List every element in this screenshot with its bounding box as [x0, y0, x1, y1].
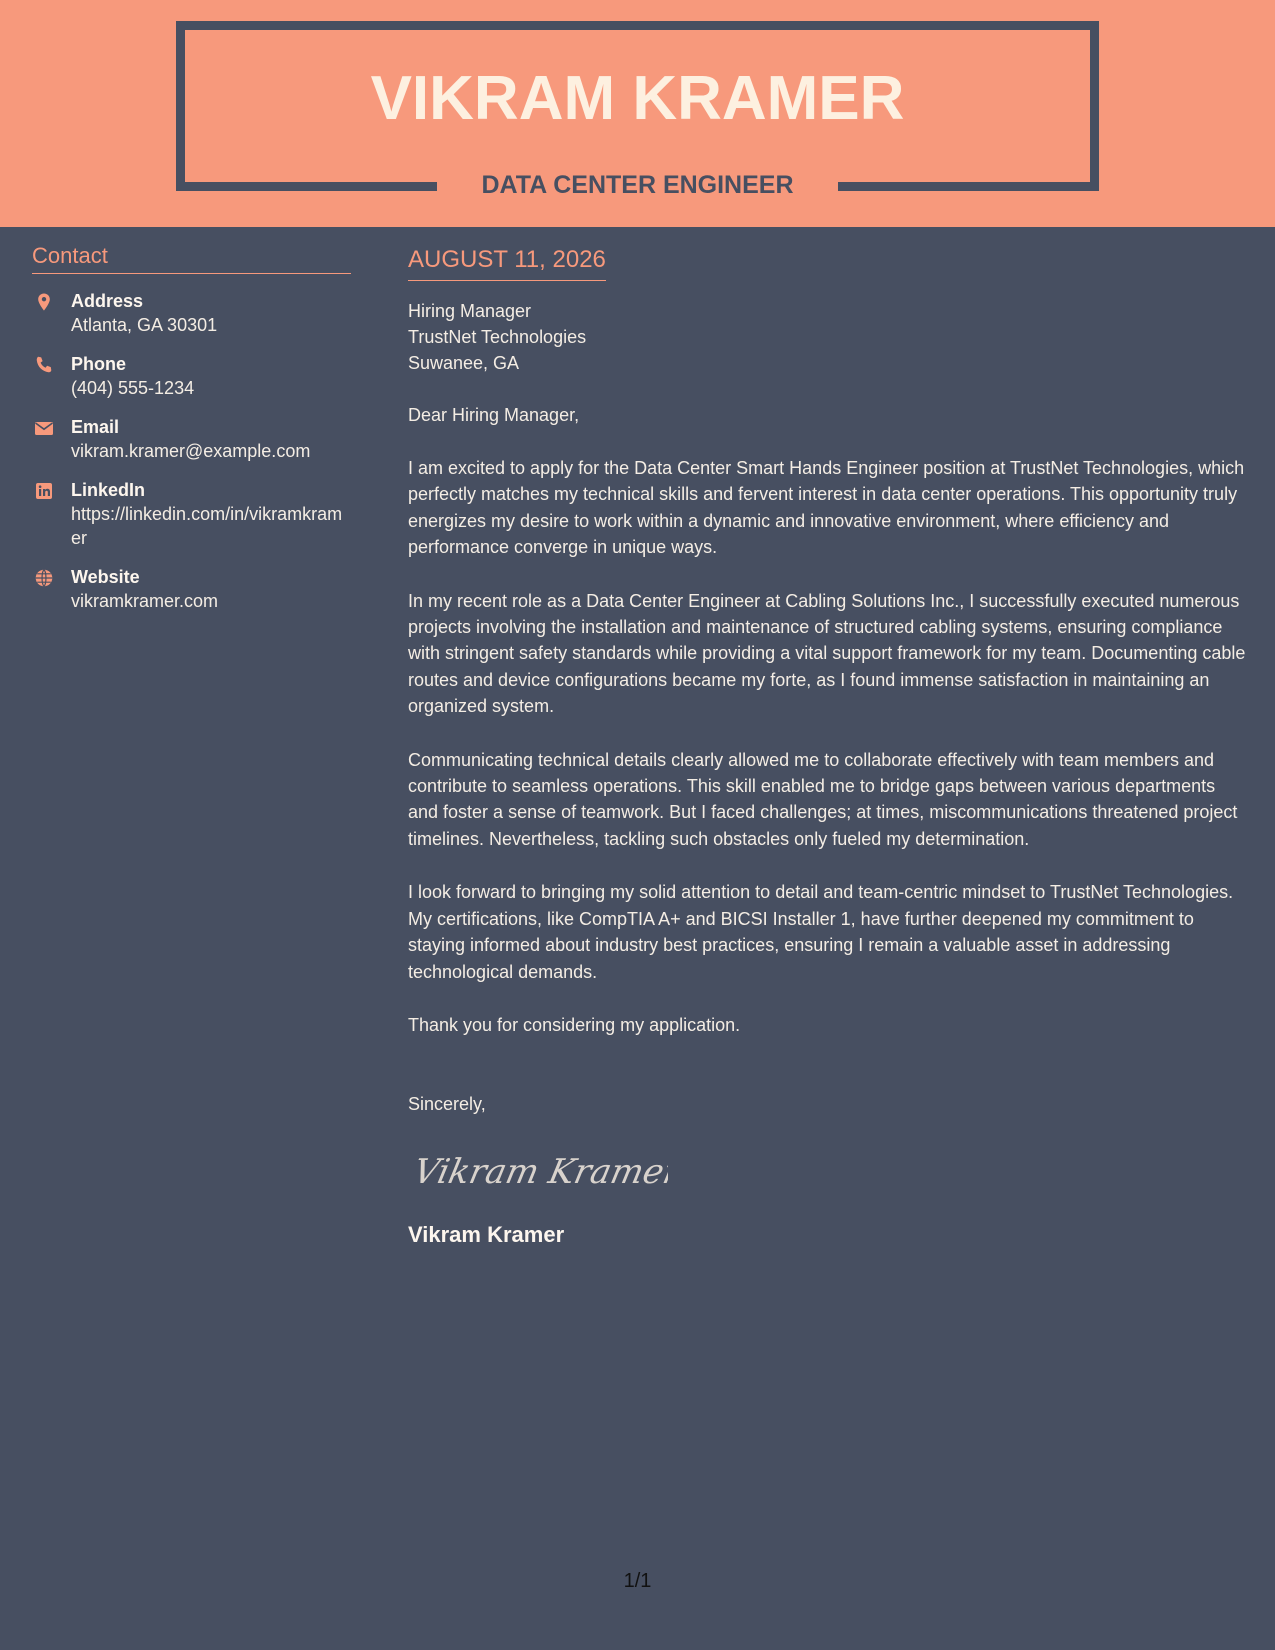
- job-title: DATA CENTER ENGINEER: [481, 171, 794, 199]
- letter-paragraph: In my recent role as a Data Center Engineer at Cabling Solutions Inc., I successfully executed numerous projects involving the installation and maintenance of structured cabling systems, ensuring compliance with stringent safety standards while providing a vital support framework for my team. Documenting cable routes and device configurations became my forte, as I found immense satisfaction in maintaining an organized system.: [408, 590, 1246, 717]
- envelope-icon: [34, 418, 54, 438]
- header-banner: [0, 0, 1275, 227]
- recipient-block: [408, 298, 1248, 376]
- salutation: Dear Hiring Manager,: [408, 405, 580, 425]
- contact-value[interactable]: vikramkramer.com: [71, 591, 219, 611]
- contact-value: vikram.kramer@example.com: [71, 441, 311, 461]
- recipient-name: Hiring Manager: [408, 301, 532, 321]
- contact-item-phone: [32, 352, 351, 400]
- contact-value: Atlanta, GA 30301: [71, 315, 218, 335]
- map-pin-icon: [34, 292, 54, 312]
- handwritten-signature: [408, 1145, 668, 1195]
- contact-value: (404) 555-1234: [71, 378, 195, 398]
- contact-label: LinkedIn: [71, 480, 146, 500]
- recipient-location: Suwanee, GA: [408, 353, 520, 373]
- page-number: 1/1: [623, 1570, 652, 1592]
- linkedin-icon: [34, 481, 54, 501]
- letter-paragraph: I look forward to bringing my solid attention to detail and team-centric mindset to TrustNet Technologies. My certifications, like CompTIA A+ and BICSI Installer 1, have further deepened my commitment to staying informed about industry best practices, ensuring I remain a valuable asset in addressing technological demands.: [408, 882, 1234, 982]
- contact-heading: Contact: [32, 240, 351, 274]
- contact-item-linkedin: [32, 478, 351, 550]
- letter-body: [408, 244, 1248, 1249]
- contact-item-email: [32, 415, 351, 463]
- applicant-name: VIKRAM KRAMER: [370, 64, 905, 133]
- contact-label: Website: [71, 567, 140, 587]
- svg-text:Vikram Kramer: Vikram Kramer: [410, 1152, 668, 1193]
- recipient-company: TrustNet Technologies: [408, 327, 587, 347]
- contact-value[interactable]: https://linkedin.com/in/vikramkramer: [71, 504, 343, 548]
- contact-label: Email: [71, 417, 120, 437]
- globe-icon: [34, 568, 54, 588]
- letter-paragraph: Communicating technical details clearly allowed me to collaborate effectively with team members and contribute to seamless operations. This skill enabled me to bridge gaps between various departments and foster a sense of teamwork. But I faced challenges; at times, miscommunications threatened project timelines. Nevertheless, tackling such obstacles only fueled my determination.: [408, 749, 1238, 849]
- letter-date: AUGUST 11, 2026: [408, 244, 606, 281]
- letter-paragraph: Thank you for considering my application.: [408, 1014, 741, 1035]
- contact-label: Address: [71, 291, 144, 311]
- closing: Sincerely,: [408, 1094, 486, 1115]
- signer-name: Vikram Kramer: [408, 1222, 565, 1248]
- contact-item-website: [32, 565, 351, 613]
- letter-paragraph: I am excited to apply for the Data Center Smart Hands Engineer position at TrustNet Technologies, which perfectly matches my technical skills and fervent interest in data center operations. This opportunity truly energizes my desire to work within a dynamic and innovative environment, where efficiency and performance converge in unique ways.: [408, 458, 1245, 558]
- contact-sidebar: [32, 240, 351, 613]
- phone-icon: [34, 355, 54, 375]
- contact-item-address: [32, 289, 351, 337]
- contact-label: Phone: [71, 354, 127, 374]
